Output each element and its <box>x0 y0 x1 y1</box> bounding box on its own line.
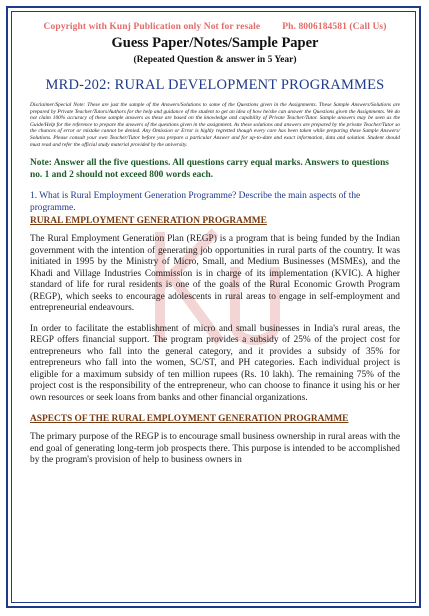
copyright-line <box>30 22 400 32</box>
document-subtitle: (Repeated Question & answer in 5 Year) <box>133 55 297 65</box>
section-heading: RURAL EMPLOYMENT GENERATION PROGRAMME <box>30 216 267 227</box>
disclaimer-note: Disclaimer/Special Note: These are just the sample of the Answers/Solutions to some of the Questions given in the Assignments. These Sample Answers/Solutions are prepared by Private Teacher/Tutors/Authors for the help and guidance of the student to get an idea of how he/she can answer the Questions given the Assignments. We do not claim 100% accuracy of these sample answers as these are based on the knowledge and capability of Private Teacher/Tutor. Sample answers may be seen as the Guide/Help for the reference to prepare the answers of the questions given in the assignment. As these solutions and answers are prepared by the private Teacher/Tutor so the chances of error or mistake cannot be denied. Any Omission or Error is highly regretted though every care has been taken while preparing these Sample Answers/ Solutions. Please consult your own Teacher/Tutor before you prepare a particular Answer and for up-to-date and exact information, data and solution. Student should must read and refer the official study material provided by the university. <box>30 102 400 148</box>
course-title: MRD-202: RURAL DEVELOPMENT PROGRAMMES <box>45 77 385 93</box>
contact-phone: Ph. 8006184581 (Call Us) <box>282 22 387 32</box>
question-text: 1. What is Rural Employment Generation Programme? Describe the main aspects of the programme. <box>30 191 361 213</box>
document-page <box>30 22 400 467</box>
copyright-text: Copyright with Kunj Publication only Not for resale <box>43 22 261 32</box>
answer-paragraph: The primary purpose of the REGP is to encourage small business ownership in rural areas with the end goal of generating long-term job prospects there. This purpose is intended to be accomplished by the program's provision of help to business owners in <box>30 432 400 466</box>
answer-paragraph: In order to facilitate the establishment of micro and small businesses in India's rural areas, the REGP offers financial support. The program provides a subsidy of 25% of the project cost for entrepreneurs who fall into the general category, and it provides a subsidy of 35% for entrepreneurs who fall into the women, SC/ST, and PH categories. Each individual project is eligible for a maximum subsidy of ten million rupees (Rs. 10 lakh). The remaining 75% of the project cost is the responsibility of the entrepreneur, who can choose to finance it using his or her own resources or seek loans from banks and other financial organizations. <box>30 323 400 403</box>
document-title: Guess Paper/Notes/Sample Paper <box>111 35 319 51</box>
answer-paragraph: The Rural Employment Generation Plan (REGP) is a program that is being funded by the Indian government with the intention of generating job opportunities in rural parts of the country. It was initiated in 1995 by the Ministry of Micro, Small, and Medium Businesses (MSMEs), and the Khadi and Village Industries Commission is in charge of its implementation (KVIC). A higher standard of life for rural residents is one of the goals of the Rural Economic Growth Program (REGP), which seeks to encourage adolescents in rural areas to engage in self-employment and entrepreneurial endeavours. <box>30 234 400 314</box>
instructions-note: Note: Answer all the five questions. All questions carry equal marks. Answers to questions no. 1 and 2 should not exceed 800 words each. <box>30 158 389 180</box>
section-heading: ASPECTS OF THE RURAL EMPLOYMENT GENERATION PROGRAMME <box>30 414 349 425</box>
